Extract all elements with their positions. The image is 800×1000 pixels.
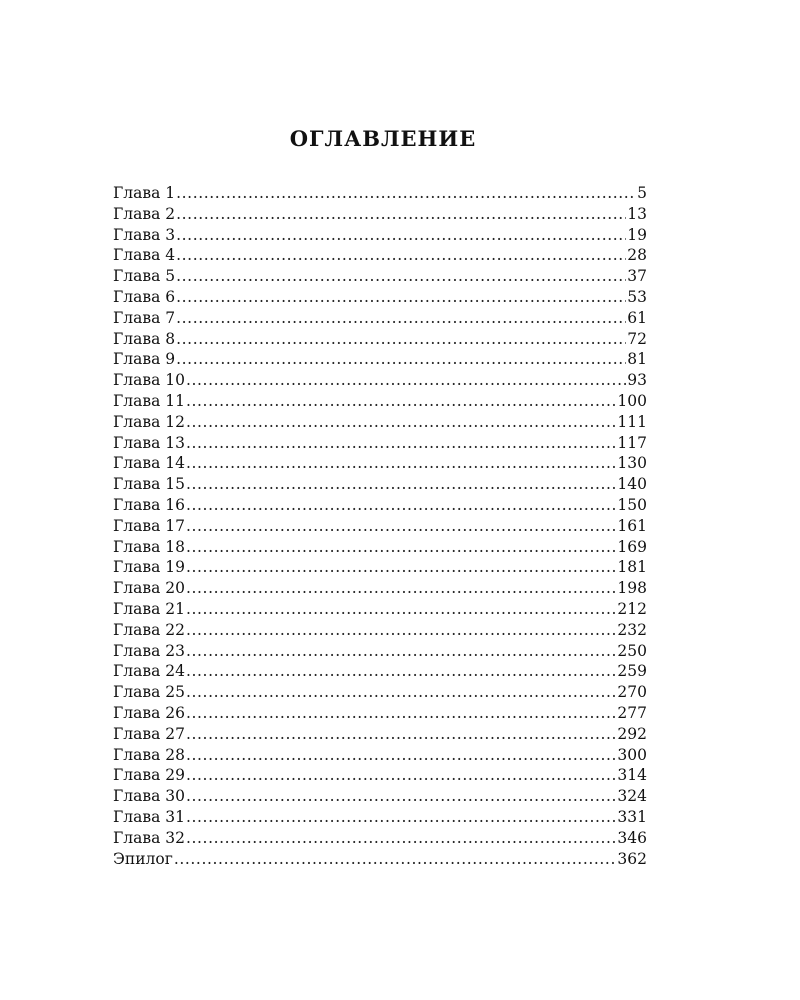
toc-entry-page-number: 150 <box>617 495 647 514</box>
toc-entry-page-number: 61 <box>627 308 647 327</box>
dot-leader <box>186 765 616 786</box>
toc-entry-page-number: 53 <box>627 287 647 306</box>
toc-entry-label: Глава 32 <box>113 828 185 847</box>
toc-entry <box>113 620 647 641</box>
toc-entry <box>113 329 647 350</box>
dot-leader <box>186 807 616 828</box>
toc-entry-label: Глава 13 <box>113 433 185 452</box>
toc-entry <box>113 765 647 786</box>
toc-entry-page-number: 250 <box>617 641 647 660</box>
toc-entry-page-number: 28 <box>627 246 647 265</box>
toc-entry <box>113 537 647 558</box>
toc-entry <box>113 557 647 578</box>
toc-entry <box>113 495 647 516</box>
toc-entry <box>113 308 647 329</box>
toc-entry-page-number: 100 <box>617 391 647 410</box>
toc-entry <box>113 412 647 433</box>
toc-entry-label: Глава 31 <box>113 807 185 826</box>
toc-entry-label: Глава 17 <box>113 516 185 535</box>
toc-entry-label: Глава 18 <box>113 537 185 556</box>
dot-leader <box>176 225 626 246</box>
dot-leader <box>176 204 626 225</box>
dot-leader <box>186 453 616 474</box>
toc-entry-label: Глава 30 <box>113 787 185 806</box>
toc-entry <box>113 641 647 662</box>
dot-leader <box>186 703 616 724</box>
toc-entry-page-number: 130 <box>617 454 647 473</box>
toc-entry-page-number: 346 <box>617 828 647 847</box>
toc-entry-page-number: 314 <box>617 766 647 785</box>
dot-leader <box>186 474 616 495</box>
toc-entry-label: Глава 9 <box>113 350 176 369</box>
toc-entry-page-number: 362 <box>617 849 647 868</box>
toc-entry-label: Глава 12 <box>113 412 185 431</box>
toc-entry-page-number: 331 <box>617 807 647 826</box>
toc-entry <box>113 849 647 870</box>
toc-entry <box>113 578 647 599</box>
toc-entry-label: Глава 4 <box>113 246 176 265</box>
toc-entry-page-number: 81 <box>627 350 647 369</box>
dot-leader <box>186 682 616 703</box>
page-title: ОГЛАВЛЕНИЕ <box>289 126 477 151</box>
toc-entry-page-number: 111 <box>617 412 647 431</box>
toc-entry <box>113 661 647 682</box>
toc-entry <box>113 807 647 828</box>
toc-entry-label: Глава 23 <box>113 641 185 660</box>
toc-entry-page-number: 270 <box>617 683 647 702</box>
toc-entry-page-number: 292 <box>617 724 647 743</box>
dot-leader <box>176 308 626 329</box>
dot-leader <box>186 433 616 454</box>
toc-entry <box>113 349 647 370</box>
toc-entry-page-number: 259 <box>617 662 647 681</box>
toc-entry <box>113 682 647 703</box>
toc-entry <box>113 225 647 246</box>
toc-entry-page-number: 19 <box>627 225 647 244</box>
toc-entry <box>113 599 647 620</box>
toc-entry-page-number: 5 <box>637 184 647 202</box>
toc-entry <box>113 183 647 204</box>
toc-entry <box>113 786 647 807</box>
dot-leader <box>186 661 616 682</box>
dot-leader <box>176 245 626 266</box>
toc-entry <box>113 204 647 225</box>
dot-leader <box>186 537 616 558</box>
dot-leader <box>186 391 616 412</box>
dot-leader <box>186 370 626 391</box>
dot-leader <box>186 724 616 745</box>
dot-leader <box>186 578 616 599</box>
toc-entry-label: Глава 3 <box>113 225 176 244</box>
toc-entry <box>113 370 647 391</box>
dot-leader <box>186 412 616 433</box>
toc-entry <box>113 703 647 724</box>
dot-leader <box>176 329 626 350</box>
dot-leader <box>176 266 626 287</box>
toc-entry-label: Глава 11 <box>113 391 185 410</box>
dot-leader <box>176 183 636 204</box>
toc-entry-label: Глава 19 <box>113 558 185 577</box>
toc-entry-label: Глава 27 <box>113 724 185 743</box>
toc-entry-page-number: 140 <box>617 475 647 494</box>
dot-leader <box>186 599 616 620</box>
dot-leader <box>186 745 616 766</box>
toc-entry-page-number: 198 <box>617 579 647 598</box>
toc-entry-label: Эпилог <box>113 849 173 868</box>
toc-entry-page-number: 169 <box>617 537 647 556</box>
toc-entry <box>113 745 647 766</box>
toc-entry <box>113 245 647 266</box>
toc-entry-label: Глава 22 <box>113 620 185 639</box>
toc-entry-label: Глава 24 <box>113 662 185 681</box>
toc-entry-page-number: 181 <box>617 558 647 577</box>
toc-entry-page-number: 324 <box>617 787 647 806</box>
dot-leader <box>186 786 616 807</box>
toc-entry-label: Глава 16 <box>113 495 185 514</box>
toc-entry-label: Глава 14 <box>113 454 185 473</box>
dot-leader <box>186 557 616 578</box>
table-of-contents <box>113 183 647 869</box>
toc-entry <box>113 828 647 849</box>
toc-entry-page-number: 72 <box>627 329 647 348</box>
toc-entry <box>113 266 647 287</box>
toc-entry-page-number: 93 <box>627 371 647 390</box>
toc-entry-page-number: 161 <box>617 516 647 535</box>
toc-entry-page-number: 212 <box>617 599 647 618</box>
toc-entry <box>113 474 647 495</box>
toc-entry-page-number: 117 <box>617 433 647 452</box>
toc-entry-label: Глава 28 <box>113 745 185 764</box>
toc-entry <box>113 287 647 308</box>
toc-entry-label: Глава 6 <box>113 287 176 306</box>
dot-leader <box>186 516 616 537</box>
dot-leader <box>174 849 617 870</box>
toc-entry-label: Глава 2 <box>113 204 176 223</box>
toc-entry-label: Глава 5 <box>113 267 176 286</box>
dot-leader <box>186 620 616 641</box>
toc-entry-page-number: 37 <box>627 267 647 286</box>
toc-entry-label: Глава 29 <box>113 766 185 785</box>
toc-entry <box>113 433 647 454</box>
toc-entry-page-number: 13 <box>627 204 647 223</box>
toc-entry-label: Глава 15 <box>113 475 185 494</box>
toc-entry-page-number: 300 <box>617 745 647 764</box>
toc-entry <box>113 391 647 412</box>
toc-entry-label: Глава 20 <box>113 579 185 598</box>
dot-leader <box>186 641 616 662</box>
toc-entry <box>113 724 647 745</box>
toc-entry-label: Глава 1 <box>113 184 176 202</box>
toc-entry-label: Глава 7 <box>113 308 176 327</box>
toc-entry <box>113 453 647 474</box>
toc-entry-label: Глава 21 <box>113 599 185 618</box>
toc-entry-page-number: 232 <box>617 620 647 639</box>
toc-entry-label: Глава 26 <box>113 703 185 722</box>
dot-leader <box>186 495 616 516</box>
toc-entry <box>113 516 647 537</box>
toc-entry-label: Глава 25 <box>113 683 185 702</box>
toc-entry-page-number: 277 <box>617 703 647 722</box>
dot-leader <box>186 828 616 849</box>
toc-entry-label: Глава 10 <box>113 371 185 390</box>
dot-leader <box>176 287 626 308</box>
toc-entry-label: Глава 8 <box>113 329 176 348</box>
dot-leader <box>176 349 626 370</box>
